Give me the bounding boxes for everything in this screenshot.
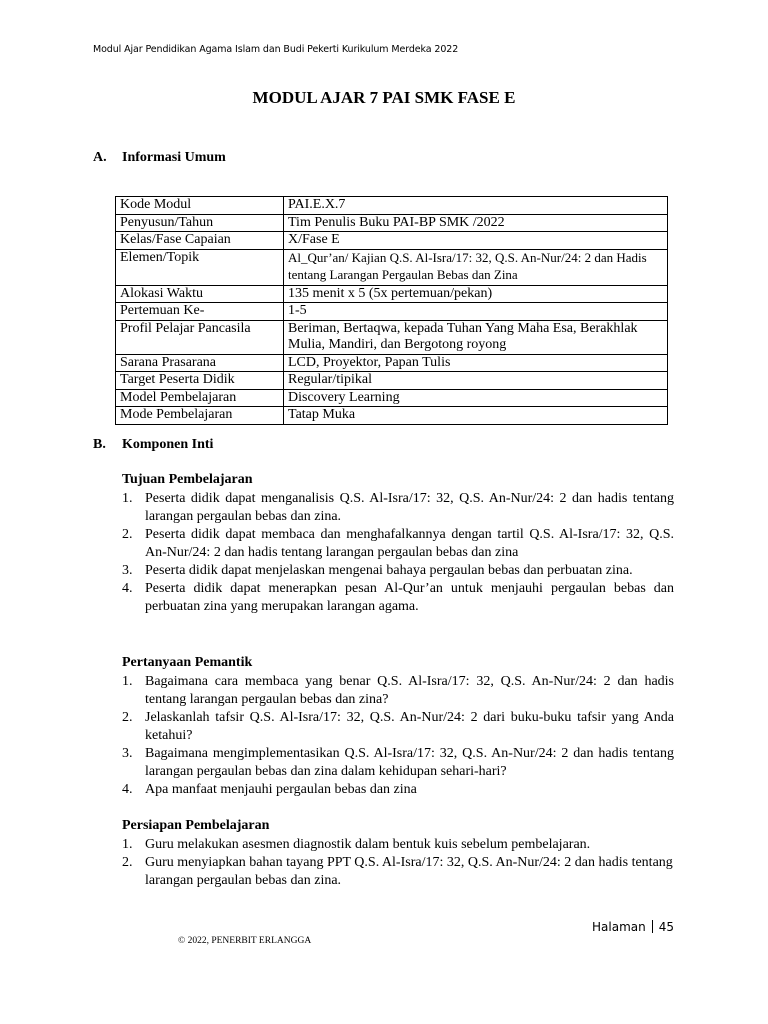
item-number: 4. bbox=[122, 782, 133, 797]
learning-preparation-list bbox=[122, 836, 674, 890]
row-label: Kode Modul bbox=[116, 197, 284, 215]
row-label: Sarana Prasarana bbox=[116, 354, 284, 372]
row-value: 1-5 bbox=[284, 303, 668, 321]
item-number: 1. bbox=[122, 837, 133, 852]
page-separator bbox=[652, 920, 653, 933]
item-number: 4. bbox=[122, 581, 133, 596]
row-value: Regular/tipikal bbox=[284, 372, 668, 390]
list-item bbox=[122, 580, 674, 616]
row-label: Model Pembelajaran bbox=[116, 389, 284, 407]
row-label: Mode Pembelajaran bbox=[116, 407, 284, 425]
section-b-letter: B. bbox=[93, 437, 106, 452]
section-a-letter: A. bbox=[93, 150, 107, 165]
item-text: Bagaimana mengimplementasikan Q.S. Al-Isra/17: 32, Q.S. An-Nur/24: 2 dan hadis tentang larangan pergaulan bebas dan zina dalam kehidupan sehari-hari? bbox=[145, 746, 674, 779]
list-item bbox=[122, 836, 674, 854]
row-label: Elemen/Topik bbox=[116, 249, 284, 285]
row-label: Penyusun/Tahun bbox=[116, 214, 284, 232]
table-row bbox=[116, 320, 668, 354]
item-text: Peserta didik dapat menganalisis Q.S. Al-Isra/17: 32, Q.S. An-Nur/24: 2 dan hadis tentang larangan pergaulan bebas dan zina. bbox=[145, 491, 674, 524]
row-value: Beriman, Bertaqwa, kepada Tuhan Yang Maha Esa, Berakhlak Mulia, Mandiri, dan Bergotong royong bbox=[284, 320, 668, 354]
list-item bbox=[122, 854, 674, 890]
section-b-heading bbox=[93, 437, 213, 453]
item-number: 1. bbox=[122, 491, 133, 506]
list-item bbox=[122, 709, 674, 745]
item-number: 3. bbox=[122, 746, 133, 761]
item-text: Peserta didik dapat menjelaskan mengenai bahaya pergaulan bebas dan perbuatan zina. bbox=[145, 563, 633, 578]
running-header: Modul Ajar Pendidikan Agama Islam dan Budi Pekerti Kurikulum Merdeka 2022 bbox=[93, 44, 459, 55]
item-number: 2. bbox=[122, 527, 133, 542]
item-number: 3. bbox=[122, 563, 133, 578]
page-number-value: 45 bbox=[658, 920, 674, 934]
table-row bbox=[116, 285, 668, 303]
item-text: Jelaskanlah tafsir Q.S. Al-Isra/17: 32, Q.S. An-Nur/24: 2 dari buku-buku tafsir yang Anda ketahui? bbox=[145, 710, 674, 743]
list-item bbox=[122, 781, 674, 799]
row-value: Tim Penulis Buku PAI-BP SMK /2022 bbox=[284, 214, 668, 232]
copyright-notice: © 2022, PENERBIT ERLANGGA bbox=[178, 936, 312, 946]
list-item bbox=[122, 562, 674, 580]
page-number bbox=[592, 920, 674, 934]
row-value bbox=[284, 249, 668, 285]
table-row bbox=[116, 232, 668, 250]
trigger-questions-list bbox=[122, 673, 674, 799]
section-b-title: Komponen Inti bbox=[122, 437, 214, 452]
list-item bbox=[122, 490, 674, 526]
section-a-heading bbox=[93, 150, 226, 166]
row-label: Target Peserta Didik bbox=[116, 372, 284, 390]
item-text: Peserta didik dapat menerapkan pesan Al-Qur’an untuk menjauhi pergaulan bebas dan perbuatan zina yang merupakan larangan agama. bbox=[145, 581, 674, 614]
table-row bbox=[116, 389, 668, 407]
row-value: Tatap Muka bbox=[284, 407, 668, 425]
row-value: X/Fase E bbox=[284, 232, 668, 250]
table-row bbox=[116, 214, 668, 232]
trigger-questions-heading: Pertanyaan Pemantik bbox=[122, 655, 253, 670]
document-title: MODUL AJAR 7 PAI SMK FASE E bbox=[252, 88, 516, 107]
item-number: 2. bbox=[122, 855, 133, 870]
item-text: Peserta didik dapat membaca dan menghafalkannya dengan tartil Q.S. Al-Isra/17: 32, Q.S. An-Nur/24: 2 dan hadis tentang larangan pergaulan bebas dan zina bbox=[145, 527, 674, 560]
row-value: LCD, Proyektor, Papan Tulis bbox=[284, 354, 668, 372]
item-text: Guru melakukan asesmen diagnostik dalam bentuk kuis sebelum pembelajaran. bbox=[145, 837, 591, 852]
row-value: Discovery Learning bbox=[284, 389, 668, 407]
page-label: Halaman bbox=[592, 920, 646, 934]
learning-preparation-heading: Persiapan Pembelajaran bbox=[122, 818, 270, 833]
row-label: Alokasi Waktu bbox=[116, 285, 284, 303]
list-item bbox=[122, 745, 674, 781]
table-row bbox=[116, 249, 668, 285]
list-item bbox=[122, 526, 674, 562]
row-label: Pertemuan Ke- bbox=[116, 303, 284, 321]
item-text: Guru menyiapkan bahan tayang PPT Q.S. Al-Isra/17: 32, Q.S. An-Nur/24: 2 dan hadis tentang larangan pergaulan bebas dan zina. bbox=[145, 855, 673, 888]
item-text: Bagaimana cara membaca yang benar Q.S. Al-Isra/17: 32, Q.S. An-Nur/24: 2 dan hadis tentang larangan pergaulan bebas dan zina? bbox=[145, 674, 674, 707]
learning-objectives-list bbox=[122, 490, 674, 616]
table-row bbox=[116, 197, 668, 215]
row-value: PAI.E.X.7 bbox=[284, 197, 668, 215]
list-item bbox=[122, 673, 674, 709]
table-row bbox=[116, 372, 668, 390]
table-row bbox=[116, 354, 668, 372]
row-label: Kelas/Fase Capaian bbox=[116, 232, 284, 250]
general-info-table bbox=[115, 196, 668, 425]
row-value: 135 menit x 5 (5x pertemuan/pekan) bbox=[284, 285, 668, 303]
item-text: Apa manfaat menjauhi pergaulan bebas dan zina bbox=[145, 782, 417, 797]
learning-objectives-heading: Tujuan Pembelajaran bbox=[122, 472, 253, 487]
row-label: Profil Pelajar Pancasila bbox=[116, 320, 284, 354]
item-number: 1. bbox=[122, 674, 133, 689]
table-row bbox=[116, 303, 668, 321]
row-value-text: Al_Qur’an/ Kajian Q.S. Al-Isra/17: 32, Q.S. An-Nur/24: 2 dan Hadis tentang Larangan Pergaulan Bebas dan Zina bbox=[288, 249, 647, 282]
table-row bbox=[116, 407, 668, 425]
item-number: 2. bbox=[122, 710, 133, 725]
section-a-title: Informasi Umum bbox=[122, 150, 226, 165]
